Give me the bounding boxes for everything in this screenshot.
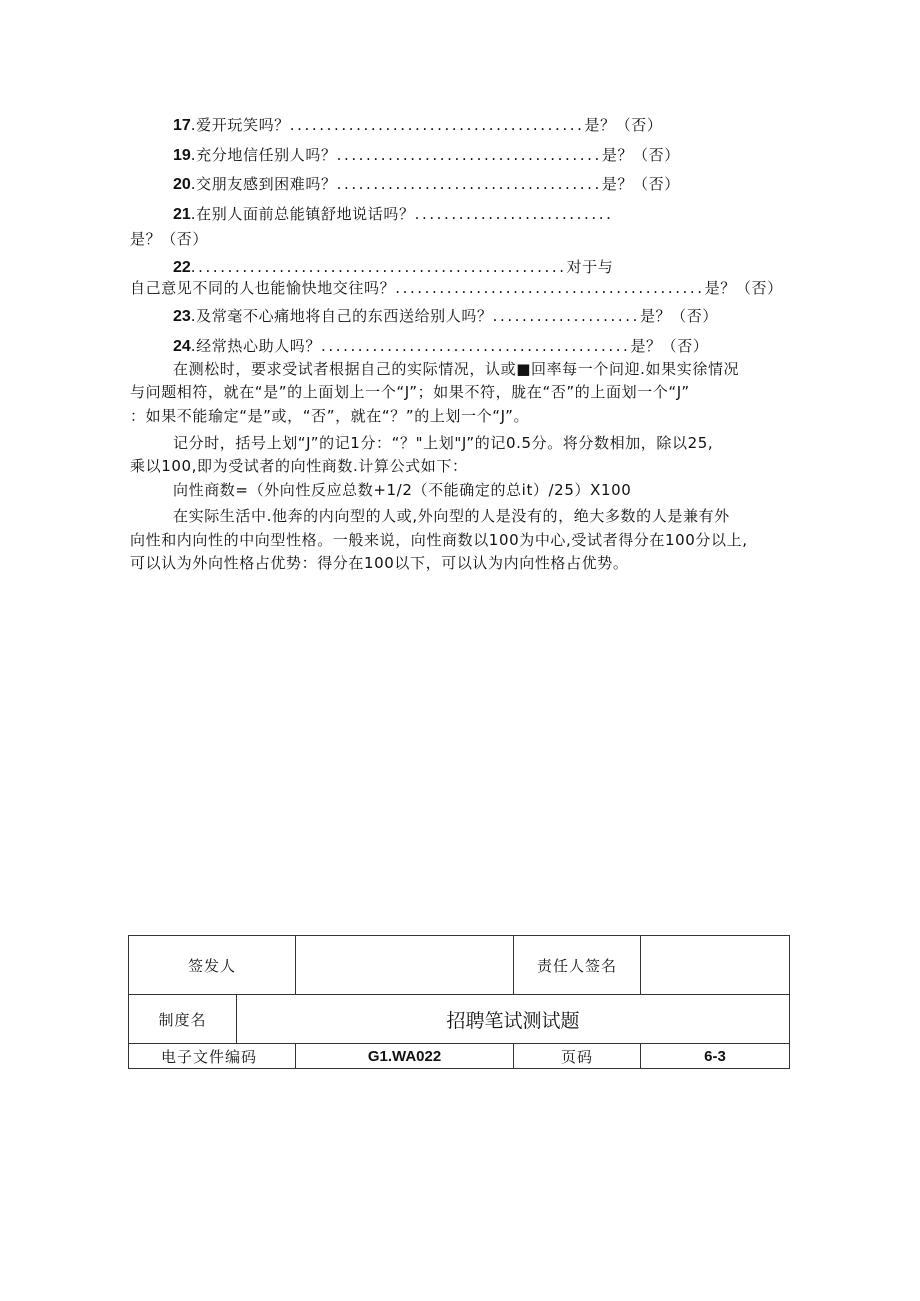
dot-leader: ........................................ — [289, 116, 585, 134]
paragraph-instructions-line1: 在测松时，要求受试者根据自己的实际情况，认或■回率每一个问迎.如果实徐情况 — [173, 360, 740, 378]
answer-options: 是？（否） — [601, 175, 680, 193]
answer-options: 是？（否） — [639, 307, 718, 325]
question-text: .经常热心助人吗？ — [190, 337, 321, 355]
question-text: 自己意见不同的人也能愉快地交往吗？ — [130, 279, 396, 297]
question-number: 24 — [173, 338, 191, 355]
answer-options: 是？（否） — [630, 337, 709, 355]
responsible-signature-value — [641, 936, 789, 994]
paragraph-scoring-line1: 记分时，括号上划“J”的记1分：“？"上划"J”的记0.5分。将分数相加，除以25, — [173, 434, 714, 452]
question-number: 21 — [173, 206, 191, 223]
page-number-label: 页码 — [560, 1048, 593, 1066]
issuer-label: 签发人 — [187, 956, 236, 975]
question-text: .充分地信任别人吗？ — [190, 146, 337, 164]
question-number: 17 — [173, 117, 191, 134]
question-number: 19 — [173, 147, 191, 164]
document-control-table — [128, 935, 790, 1069]
dot-leader: ................................................... — [190, 258, 567, 276]
question-21-answer: 是？（否） — [130, 230, 209, 248]
answer-options: 是？（否） — [584, 116, 663, 134]
question-text: .在别人面前总能镇舒地说话吗？ — [190, 205, 415, 223]
question-number: 20 — [173, 176, 191, 193]
question-tail: 对于与 — [566, 258, 614, 276]
dot-leader: .................... — [492, 307, 640, 325]
file-code-value: G1.WA022 — [367, 1048, 442, 1065]
question-19 — [173, 145, 680, 166]
file-code-label: 电子文件编码 — [161, 1048, 258, 1066]
question-22-line2 — [130, 278, 783, 298]
question-21 — [173, 204, 614, 225]
answer-options: 是？（否） — [601, 146, 680, 164]
dot-leader: .................................... — [336, 175, 602, 193]
question-text: .交朋友感到困难吗？ — [190, 175, 337, 193]
question-text: .爱开玩笑吗？ — [190, 116, 290, 134]
paragraph-conclusion-line2: 向性和内向性的中向型性格。一般来说，向性商数以100为中心,受试者得分在100分以上, — [130, 531, 748, 549]
paragraph-instructions-line2: 与问题相符，就在“是”的上面划上一个“J”；如果不符，胧在“否”的上面划一个“J” — [130, 383, 690, 401]
paragraph-conclusion-line3: 可以认为外向性格占优势：得分在100以下，可以认为内向性格占优势。 — [130, 554, 629, 572]
issuer-value — [296, 936, 513, 994]
question-number: 23 — [173, 308, 191, 325]
paragraph-conclusion-line1: 在实际生活中.他奔的内向型的人或,外向型的人是没有的，绝大多数的人是兼有外 — [173, 507, 730, 525]
paragraph-scoring-line2: 乘以100,即为受试者的向性商数.计算公式如下： — [130, 457, 468, 475]
formula: 向性商数=（外向性反应总数+1/2（不能确定的总it）/25）X100 — [173, 481, 632, 499]
system-name-value: 招聘笔试测试题 — [446, 1009, 580, 1032]
question-24 — [173, 336, 708, 357]
page-number-value: 6-3 — [704, 1048, 726, 1065]
question-number: 22 — [173, 259, 191, 276]
question-23 — [173, 306, 718, 327]
question-20 — [173, 174, 680, 195]
question-22 — [173, 257, 613, 278]
dot-leader: .......................................... — [320, 337, 631, 355]
question-17 — [173, 115, 663, 136]
dot-leader: .......................................... — [395, 279, 705, 297]
dot-leader: ........................... — [414, 205, 614, 223]
dot-leader: .................................... — [336, 146, 602, 164]
paragraph-instructions-line3: ：如果不能瑜定“是”或，“否”，就在“？”的上划一个“J”。 — [130, 407, 530, 425]
answer-options: 是？（否） — [704, 279, 783, 297]
responsible-signature-label: 责任人签名 — [536, 956, 617, 975]
question-text: .及常毫不心痛地将自己的东西送给别人吗？ — [190, 307, 493, 325]
system-name-label: 制度名 — [158, 1010, 207, 1029]
